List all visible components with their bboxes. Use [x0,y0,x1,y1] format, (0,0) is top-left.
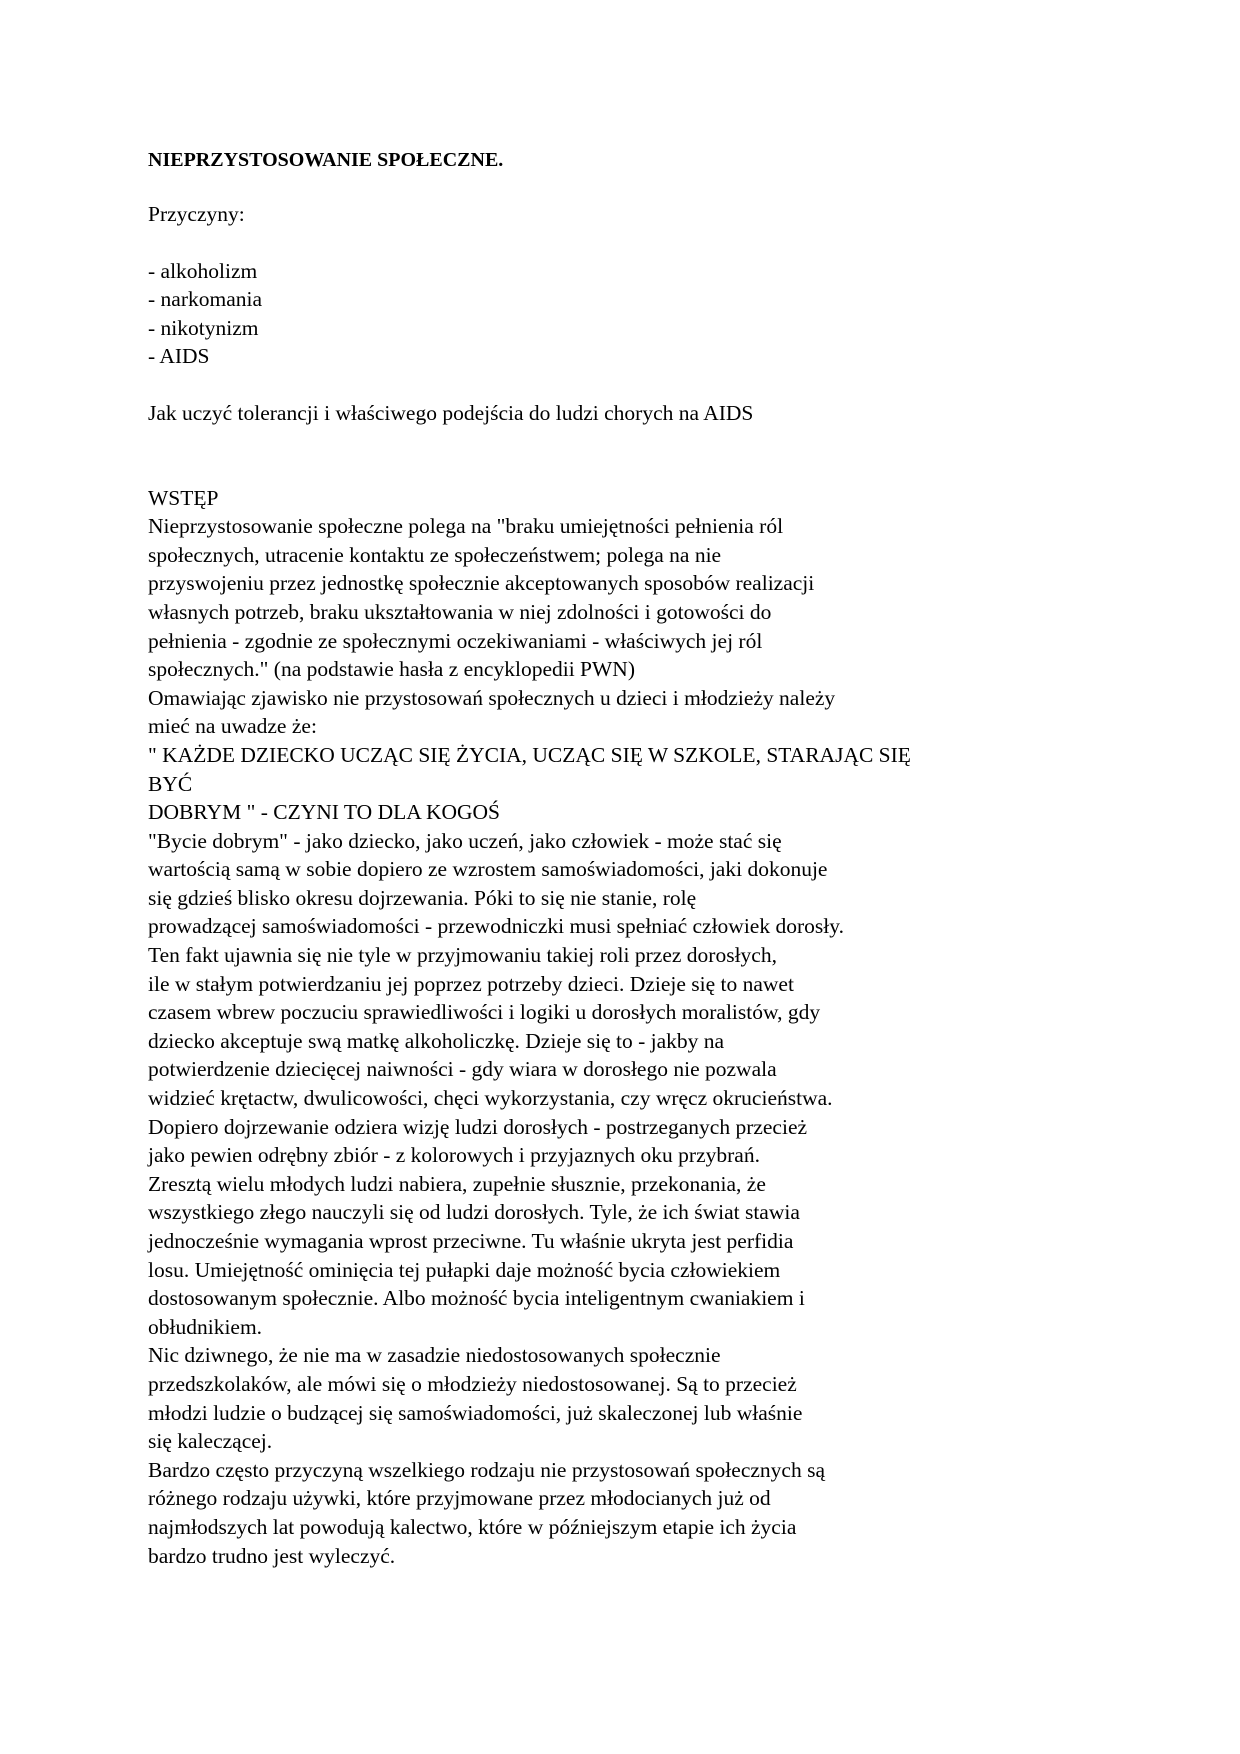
body-line: społecznych, utracenie kontaktu ze społeczeństwem; polega na nie [148,542,722,567]
body-line: różnego rodzaju używki, które przyjmowane przez młodocianych już od [148,1486,771,1511]
body-line: potwierdzenie dziecięcej naiwności - gdy wiara w dorosłego nie pozwala [148,1057,777,1082]
intro-heading: WSTĘP [148,485,219,510]
body-line: bardzo trudno jest wyleczyć. [148,1543,396,1568]
body-line: "Bycie dobrym" - jako dziecko, jako uczeń, jako człowiek - może stać się [148,828,782,853]
body-line: jednocześnie wymagania wprost przeciwne. Tu właśnie ukryta jest perfidia [148,1229,794,1253]
document-title: NIEPRZYSTOSOWANIE SPOŁECZNE. [148,149,504,171]
body-text [148,512,1088,1570]
body-line: Bardzo często przyczyną wszelkiego rodzaju nie przystosowań społecznych są [148,1457,825,1482]
body-line: przedszkolaków, ale mówi się o młodzieży niedostosowanej. Są to przecież [148,1371,797,1396]
body-line: przyswojeniu przez jednostkę społecznie akceptowanych sposobów realizacji [148,571,815,596]
causes-label: Przyczyny: [148,202,245,226]
question-line: Jak uczyć tolerancji i właściwego podejścia do ludzi chorych na AIDS [148,400,754,425]
document-content [148,146,1088,1570]
body-line: czasem wbrew poczuciu sprawiedliwości i logiki u dorosłych moralistów, gdy [148,1000,821,1025]
body-line: DOBRYM " - CZYNI TO DLA KOGOŚ [148,800,501,825]
body-line: losu. Umiejętność ominięcia tej pułapki daje możność bycia człowiekiem [148,1257,781,1282]
body-line: pełnienia - zgodnie ze społecznymi oczekiwaniami - właściwych jej ról [148,628,763,653]
body-line: się kaleczącej. [148,1429,273,1454]
body-line: " KAŻDE DZIECKO UCZĄC SIĘ ŻYCIA, UCZĄC SIĘ W SZKOLE, STARAJĄC SIĘ [148,742,911,767]
body-line: Nieprzystosowanie społeczne polega na "braku umiejętności pełnienia ról [148,514,784,539]
body-line: prowadzącej samoświadomości - przewodniczki musi spełniać człowiek dorosły. [148,914,844,939]
body-line: ile w stałym potwierdzaniu jej poprzez potrzeby dzieci. Dzieje się to nawet [148,971,794,996]
body-line: wszystkiego złego nauczyli się od ludzi dorosłych. Tyle, że ich świat stawia [148,1200,800,1225]
body-line: dziecko akceptuje swą matkę alkoholiczkę. Dzieje się to - jakby na [148,1028,725,1053]
body-line: społecznych." (na podstawie hasła z encyklopedii PWN) [148,657,635,682]
cause-item: - narkomania [148,287,263,312]
body-line: się gdzieś blisko okresu dojrzewania. Póki to się nie stanie, rolę [148,885,697,910]
body-line: wartością samą w sobie dopiero ze wzrostem samoświadomości, jaki dokonuje [148,857,828,882]
body-line: jako pewien odrębny zbiór - z kolorowych i przyjaznych oku przybrań. [148,1143,760,1168]
body-line: obłudnikiem. [148,1314,263,1339]
body-line: BYĆ [148,771,193,796]
body-line: młodzi ludzie o budzącej się samoświadomości, już skaleczonej lub właśnie [148,1400,803,1425]
body-line: Dopiero dojrzewanie odziera wizję ludzi dorosłych - postrzeganych przecież [148,1114,808,1139]
cause-item: - AIDS [148,344,210,369]
body-line: Zresztą wielu młodych ludzi nabiera, zupełnie słusznie, przekonania, że [148,1171,766,1196]
body-line: Nic dziwnego, że nie ma w zasadzie niedostosowanych społecznie [148,1343,721,1368]
body-line: dostosowanym społecznie. Albo możność bycia inteligentnym cwaniakiem i [148,1286,805,1311]
body-line: Omawiając zjawisko nie przystosowań społecznych u dzieci i młodzieży należy [148,685,836,710]
causes-list [148,257,1088,371]
body-line: mieć na uwadze że: [148,714,317,739]
body-line: własnych potrzeb, braku ukształtowania w niej zdolności i gotowości do [148,599,772,624]
body-line: widzieć krętactw, dwulicowości, chęci wykorzystania, czy wręcz okrucieństwa. [148,1086,833,1111]
body-line: najmłodszych lat powodują kalectwo, które w późniejszym etapie ich życia [148,1514,797,1539]
cause-item: - nikotynizm [148,315,259,340]
body-line: Ten fakt ujawnia się nie tyle w przyjmowaniu takiej roli przez dorosłych, [148,943,777,968]
cause-item: - alkoholizm [148,258,258,283]
